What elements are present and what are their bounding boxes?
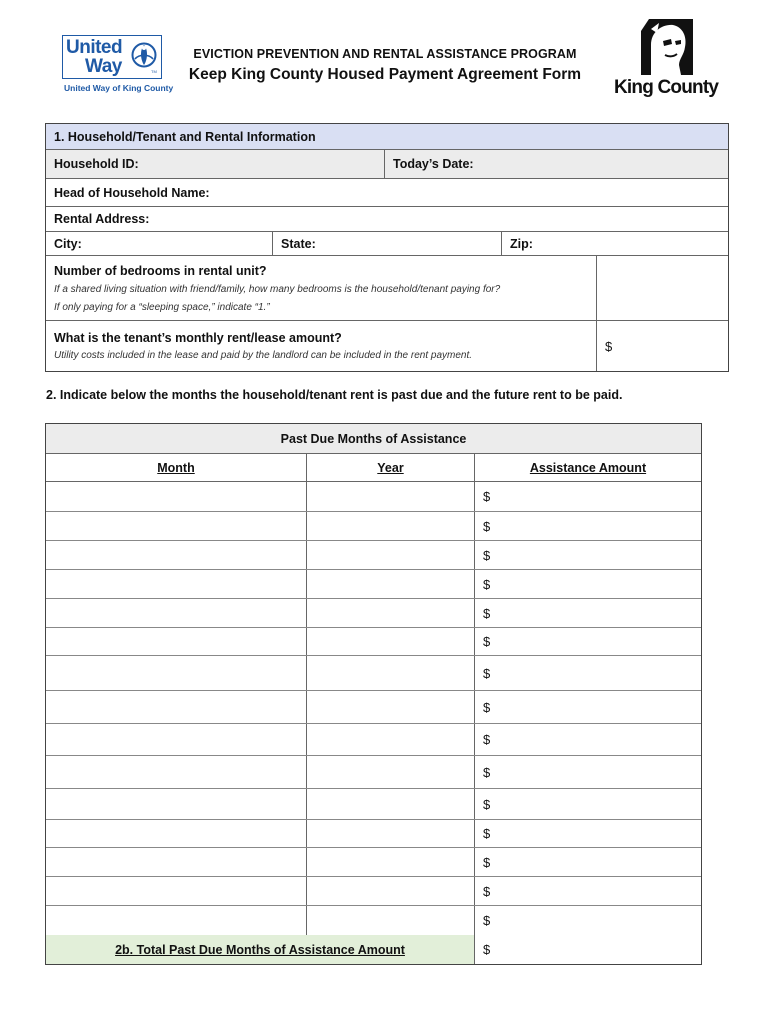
zip-field[interactable] — [501, 232, 728, 255]
table-row — [46, 628, 701, 656]
table-row — [46, 877, 701, 906]
table-row — [46, 789, 701, 820]
assistance-amount-cell[interactable] — [474, 906, 701, 935]
amount-currency: $ — [483, 634, 491, 649]
month-cell[interactable] — [46, 512, 306, 540]
table-row — [46, 820, 701, 848]
month-cell[interactable] — [46, 482, 306, 511]
head-of-household-row — [46, 179, 728, 207]
month-cell[interactable] — [46, 756, 306, 788]
assistance-amount-cell[interactable] — [474, 691, 701, 723]
amount-currency: $ — [483, 826, 491, 841]
table-row — [46, 541, 701, 570]
year-cell[interactable] — [306, 656, 474, 690]
table-row — [46, 906, 701, 935]
total-row — [46, 935, 701, 964]
amount-currency: $ — [483, 576, 491, 592]
month-cell[interactable] — [46, 848, 306, 876]
king-county-logo — [614, 19, 726, 101]
rental-address-label: Rental Address: — [54, 212, 150, 226]
city-label: City: — [54, 236, 82, 251]
amount-currency: $ — [483, 732, 491, 747]
amount-currency: $ — [483, 796, 491, 812]
amount-currency: $ — [483, 489, 491, 504]
amount-currency: $ — [483, 518, 491, 534]
assistance-amount-cell[interactable] — [474, 848, 701, 876]
assistance-amount-cell[interactable] — [474, 512, 701, 540]
assistance-amount-cell[interactable] — [474, 789, 701, 819]
form-header — [175, 47, 595, 84]
state-field[interactable] — [272, 232, 501, 255]
united-way-logo-line1: United — [66, 37, 123, 58]
amount-currency: $ — [483, 764, 491, 780]
form-title: Keep King County Housed Payment Agreement Form — [188, 66, 582, 83]
column-header-month: Month — [157, 461, 195, 475]
year-cell[interactable] — [306, 541, 474, 569]
month-cell[interactable] — [46, 656, 306, 690]
household-id-label: Household ID: — [54, 157, 139, 171]
amount-currency: $ — [483, 547, 491, 563]
head-of-household-field[interactable] — [46, 179, 728, 206]
king-county-portrait-icon — [641, 19, 693, 75]
rental-address-row — [46, 207, 728, 232]
monthly-rent-amount-field[interactable] — [596, 321, 728, 371]
month-cell[interactable] — [46, 820, 306, 847]
month-cell[interactable] — [46, 628, 306, 655]
united-way-logo-box — [62, 35, 162, 79]
amount-currency: $ — [483, 913, 491, 928]
table-row — [46, 482, 701, 512]
monthly-rent-row — [46, 321, 728, 371]
year-cell[interactable] — [306, 570, 474, 598]
assistance-amount-cell[interactable] — [474, 756, 701, 788]
total-label: 2b. Total Past Due Months of Assistance Amount — [46, 935, 474, 964]
amount-currency: $ — [483, 605, 491, 621]
household-id-row — [46, 150, 728, 179]
city-field[interactable] — [46, 232, 272, 255]
year-cell[interactable] — [306, 628, 474, 655]
amount-currency: $ — [483, 699, 491, 715]
section2-title: 2. Indicate below the months the household/tenant rent is past due and the future rent to be paid. — [46, 388, 623, 402]
year-cell[interactable] — [306, 848, 474, 876]
assistance-amount-cell[interactable] — [474, 656, 701, 690]
month-cell[interactable] — [46, 570, 306, 598]
assistance-amount-cell[interactable] — [474, 628, 701, 655]
assistance-amount-cell[interactable] — [474, 541, 701, 569]
trademark-mark: TM — [151, 69, 157, 74]
table-body — [46, 482, 701, 935]
table-row — [46, 656, 701, 691]
bedrooms-note-sleeping-space: If only paying for a “sleeping space,” indicate “1.” — [54, 301, 270, 313]
amount-currency: $ — [483, 883, 491, 899]
bedrooms-note-shared: If a shared living situation with friend/family, how many bedrooms is the household/tenant paying for? — [54, 283, 501, 295]
year-cell[interactable] — [306, 756, 474, 788]
month-cell[interactable] — [46, 691, 306, 723]
bedrooms-answer-field[interactable] — [596, 256, 728, 320]
monthly-rent-question — [46, 321, 596, 371]
monthly-rent-label: What is the tenant’s monthly rent/lease amount? — [54, 331, 342, 345]
amount-currency: $ — [483, 854, 491, 870]
month-cell[interactable] — [46, 877, 306, 905]
table-row — [46, 570, 701, 599]
year-cell[interactable] — [306, 820, 474, 847]
year-cell[interactable] — [306, 789, 474, 819]
assistance-amount-cell[interactable] — [474, 724, 701, 755]
monthly-rent-note: Utility costs included in the lease and paid by the landlord can be included in the rent payment. — [54, 350, 473, 361]
amount-currency: $ — [483, 665, 491, 681]
year-cell[interactable] — [306, 906, 474, 935]
bedrooms-question — [46, 256, 596, 320]
king-county-wordmark: King County — [614, 77, 719, 98]
table-header-row — [46, 454, 701, 482]
bedrooms-row — [46, 256, 728, 321]
program-title: EVICTION PREVENTION AND RENTAL ASSISTANCE PROGRAM — [193, 47, 577, 61]
month-cell[interactable] — [46, 599, 306, 627]
zip-label: Zip: — [510, 236, 533, 251]
united-way-logo — [62, 35, 174, 97]
head-of-household-label: Head of Household Name: — [54, 185, 210, 200]
assistance-amount-cell[interactable] — [474, 482, 701, 511]
assistance-amount-cell[interactable] — [474, 820, 701, 847]
total-amount-field[interactable] — [474, 935, 701, 964]
column-header-assistance-amount: Assistance Amount — [474, 454, 701, 481]
section1-title-row — [46, 124, 728, 150]
assistance-amount-cell[interactable] — [474, 570, 701, 598]
todays-date-field[interactable] — [384, 150, 728, 178]
table-row — [46, 756, 701, 789]
united-way-caption: United Way of King County — [64, 83, 174, 93]
rental-address-field[interactable] — [46, 207, 728, 231]
bedrooms-label: Number of bedrooms in rental unit? — [54, 263, 267, 278]
month-cell[interactable] — [46, 906, 306, 935]
table-caption: Past Due Months of Assistance — [46, 424, 701, 454]
united-way-logo-line2: Way — [85, 56, 122, 77]
assistance-amount-cell[interactable] — [474, 877, 701, 905]
year-cell[interactable] — [306, 599, 474, 627]
year-cell[interactable] — [306, 724, 474, 755]
table-row — [46, 512, 701, 541]
monthly-rent-currency: $ — [605, 338, 613, 354]
total-currency: $ — [483, 942, 491, 957]
united-way-emblem-icon — [131, 39, 159, 77]
month-cell[interactable] — [46, 541, 306, 569]
household-info-section — [45, 123, 729, 372]
table-row — [46, 599, 701, 628]
year-cell[interactable] — [306, 877, 474, 905]
table-row — [46, 724, 701, 756]
column-header-year: Year — [306, 454, 474, 481]
section1-title: 1. Household/Tenant and Rental Information — [54, 129, 316, 144]
household-id-field[interactable] — [46, 150, 384, 178]
city-state-zip-row — [46, 232, 728, 256]
table-row — [46, 848, 701, 877]
todays-date-label: Today’s Date: — [393, 157, 474, 171]
year-cell[interactable] — [306, 691, 474, 723]
table-row — [46, 691, 701, 724]
month-cell[interactable] — [46, 724, 306, 755]
assistance-amount-cell[interactable] — [474, 599, 701, 627]
month-cell[interactable] — [46, 789, 306, 819]
state-label: State: — [281, 236, 316, 251]
year-cell[interactable] — [306, 512, 474, 540]
past-due-months-table — [45, 423, 702, 965]
year-cell[interactable] — [306, 482, 474, 511]
